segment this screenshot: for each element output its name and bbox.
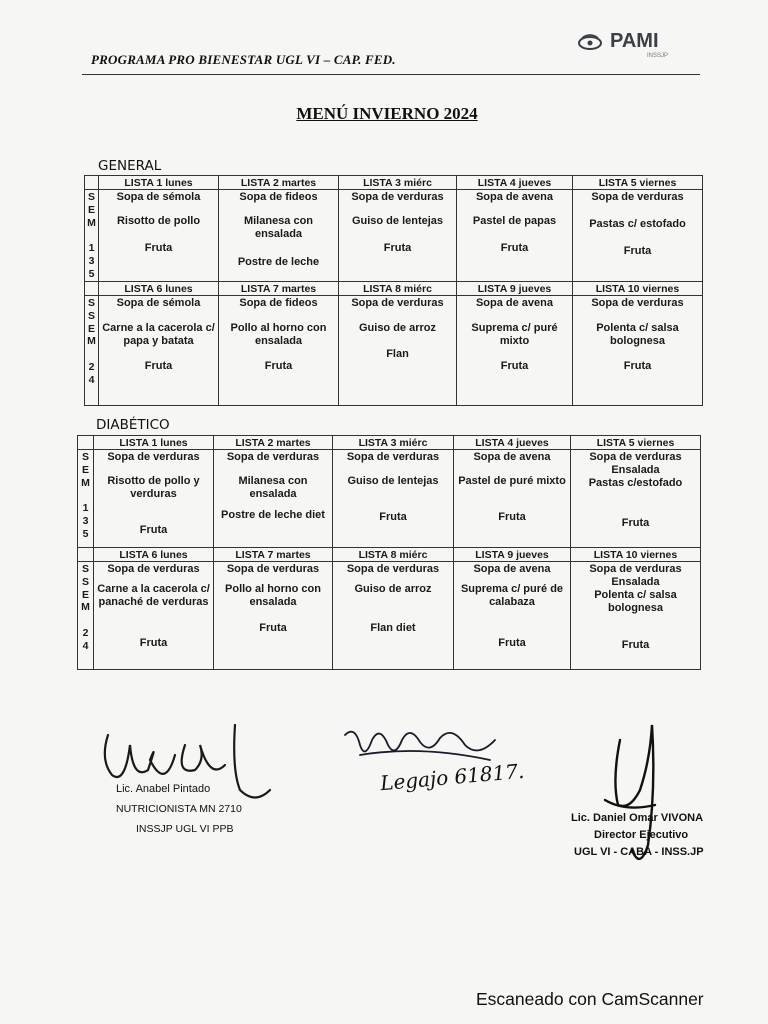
menu-item: Risotto de pollo bbox=[116, 215, 201, 227]
menu-item: Fruta bbox=[621, 517, 650, 529]
menu-cell bbox=[333, 562, 454, 670]
menu-item: Fruta bbox=[623, 360, 652, 372]
sig-left-line-1: Lic. Anabel Pintado bbox=[116, 783, 211, 795]
list-header: LISTA 2 martes bbox=[214, 436, 333, 450]
side-char: M bbox=[81, 601, 90, 614]
list-header: LISTA 6 lunes bbox=[94, 548, 214, 562]
menu-item: Fruta bbox=[139, 524, 168, 536]
side-char: 5 bbox=[82, 527, 89, 540]
side-char: M bbox=[81, 476, 90, 489]
menu-item: Guiso de arroz bbox=[354, 583, 432, 595]
header-corner bbox=[85, 282, 99, 296]
week-side-label bbox=[85, 296, 99, 406]
menu-item: Pastel de puré mixto bbox=[458, 475, 566, 487]
menu-item: Fruta bbox=[139, 637, 168, 649]
week-side-label bbox=[85, 190, 99, 282]
page-title: MENÚ INVIERNO 2024 bbox=[296, 104, 478, 123]
menu-item: Guiso de lentejas bbox=[351, 215, 444, 227]
menu-item: Sopa de avena bbox=[475, 191, 554, 203]
menu-cell bbox=[454, 562, 571, 670]
program-header: PROGRAMA PRO BIENESTAR UGL VI – CAP. FED. bbox=[91, 52, 396, 67]
menu-cell bbox=[573, 296, 703, 406]
menu-item: Fruta bbox=[621, 639, 650, 651]
menu-item: Sopa de verduras bbox=[226, 451, 320, 463]
camscanner-footer: Escaneado con CamScanner bbox=[476, 989, 704, 1009]
menu-item: Postre de leche diet bbox=[221, 509, 325, 521]
menu-item: Sopa de verduras bbox=[589, 563, 682, 575]
sig-right-line-3: UGL VI - CABA - INSS.JP bbox=[574, 846, 704, 858]
menu-item: Ensalada bbox=[611, 464, 660, 476]
side-char: S bbox=[81, 563, 89, 575]
list-header: LISTA 5 viernes bbox=[571, 436, 701, 450]
menu-item: Sopa de verduras bbox=[591, 297, 684, 309]
menu-item: Polenta c/ salsa bolognesa bbox=[594, 589, 677, 614]
menu-cell bbox=[214, 562, 333, 670]
menu-cell bbox=[94, 450, 214, 548]
menu-cell bbox=[219, 296, 339, 406]
menu-item: Pastas c/estofado bbox=[588, 477, 683, 489]
sig-left-line-2: NUTRICIONISTA MN 2710 bbox=[116, 803, 242, 815]
menu-cell bbox=[214, 450, 333, 548]
side-char: E bbox=[81, 463, 89, 476]
menu-item: Fruta bbox=[500, 242, 529, 254]
list-header: LISTA 10 viernes bbox=[571, 548, 701, 562]
menu-item: Pollo al horno con ensalada bbox=[230, 322, 327, 347]
sig-middle-handwritten: Legajo 61817. bbox=[379, 758, 526, 796]
menu-cell bbox=[573, 190, 703, 282]
list-header: LISTA 4 jueves bbox=[457, 176, 573, 190]
menu-item: Milanesa con ensalada bbox=[238, 475, 308, 500]
side-char: 2 bbox=[88, 360, 95, 373]
menu-item: Fruta bbox=[383, 242, 412, 254]
menu-item: Suprema c/ puré mixto bbox=[471, 322, 558, 347]
general-block-2 bbox=[85, 282, 703, 406]
menu-item: Fruta bbox=[498, 637, 526, 649]
menu-item: Polenta c/ salsa bolognesa bbox=[596, 322, 679, 347]
menu-item: Risotto de pollo y verduras bbox=[107, 475, 200, 500]
menu-item: Postre de leche bbox=[237, 256, 320, 268]
menu-item: Flan diet bbox=[370, 622, 416, 634]
menu-cell bbox=[333, 450, 454, 548]
side-char: M bbox=[87, 335, 96, 348]
side-char: E bbox=[87, 322, 95, 335]
menu-cell bbox=[457, 190, 573, 282]
week-side-label bbox=[78, 562, 94, 670]
menu-item: Sopa de sémola bbox=[116, 297, 201, 309]
side-char: 3 bbox=[88, 254, 95, 267]
section-label-diabetico: DIABÉTICO bbox=[96, 417, 170, 433]
side-char: 1 bbox=[88, 242, 95, 255]
menu-cell bbox=[99, 296, 219, 406]
header-corner bbox=[85, 176, 99, 190]
menu-item: Sopa de avena bbox=[473, 563, 551, 575]
side-char: E bbox=[87, 203, 95, 216]
pami-logo-sub: INSSJP bbox=[647, 53, 669, 59]
diabetico-block-2 bbox=[78, 548, 701, 670]
list-header: LISTA 8 miérc bbox=[339, 282, 457, 296]
side-char: 2 bbox=[82, 626, 89, 639]
menu-cell bbox=[339, 190, 457, 282]
menu-item: Suprema c/ puré de calabaza bbox=[460, 583, 564, 608]
side-char: S bbox=[81, 451, 89, 463]
list-header: LISTA 9 jueves bbox=[457, 282, 573, 296]
list-header: LISTA 3 miérc bbox=[333, 436, 454, 450]
menu-item: Sopa de fideos bbox=[239, 191, 318, 203]
list-header: LISTA 10 viernes bbox=[573, 282, 703, 296]
menu-item: Sopa de fideos bbox=[239, 297, 318, 309]
menu-item: Fruta bbox=[264, 360, 293, 372]
pami-logo-text: PAMI bbox=[610, 30, 659, 52]
menu-item: Sopa de avena bbox=[473, 451, 551, 463]
menu-item: Sopa de verduras bbox=[351, 297, 444, 309]
side-char: M bbox=[87, 216, 96, 229]
menu-item: Sopa de verduras bbox=[107, 451, 200, 463]
list-header: LISTA 3 miérc bbox=[339, 176, 457, 190]
menu-item: Fruta bbox=[379, 511, 407, 523]
signature-legajo-icon bbox=[345, 732, 495, 760]
menu-item: Fruta bbox=[144, 360, 173, 372]
side-char: S bbox=[81, 575, 89, 588]
menu-item: Pastel de papas bbox=[472, 215, 557, 227]
side-char: E bbox=[81, 588, 89, 601]
menu-item: Flan bbox=[386, 348, 409, 360]
pami-logo-icon bbox=[577, 32, 607, 52]
side-char: 4 bbox=[88, 373, 95, 386]
list-header: LISTA 6 lunes bbox=[99, 282, 219, 296]
general-block-1 bbox=[85, 176, 703, 282]
menu-item: Ensalada bbox=[611, 576, 660, 588]
side-char: 4 bbox=[82, 639, 89, 652]
list-header: LISTA 4 jueves bbox=[454, 436, 571, 450]
menu-cell bbox=[99, 190, 219, 282]
menu-cell bbox=[457, 296, 573, 406]
menu-item: Milanesa con ensalada bbox=[243, 215, 314, 240]
list-header: LISTA 7 martes bbox=[214, 548, 333, 562]
menu-item: Fruta bbox=[623, 245, 652, 257]
list-header: LISTA 7 martes bbox=[219, 282, 339, 296]
section-label-general: GENERAL bbox=[98, 158, 162, 174]
side-char: S bbox=[87, 309, 95, 322]
diabetico-block-1 bbox=[78, 436, 701, 548]
menu-item: Fruta bbox=[144, 242, 173, 254]
menu-item: Guiso de arroz bbox=[358, 322, 437, 334]
list-header: LISTA 1 lunes bbox=[99, 176, 219, 190]
menu-cell bbox=[94, 562, 214, 670]
menu-item: Sopa de verduras bbox=[589, 451, 682, 463]
menu-cell bbox=[339, 296, 457, 406]
list-header: LISTA 1 lunes bbox=[94, 436, 214, 450]
menu-item: Pastas c/ estofado bbox=[589, 218, 686, 230]
list-header: LISTA 5 viernes bbox=[573, 176, 703, 190]
menu-item: Fruta bbox=[498, 511, 526, 523]
list-header: LISTA 9 jueves bbox=[454, 548, 571, 562]
side-char: 3 bbox=[82, 514, 89, 527]
menu-item: Sopa de sémola bbox=[116, 191, 201, 203]
menu-item: Guiso de lentejas bbox=[347, 475, 439, 487]
list-header: LISTA 8 miérc bbox=[333, 548, 454, 562]
general-menu-table bbox=[84, 175, 703, 406]
sig-right-line-1: Lic. Daniel Omar VIVONA bbox=[571, 812, 704, 824]
header-rule bbox=[82, 74, 700, 75]
menu-cell bbox=[454, 450, 571, 548]
menu-item: Pollo al horno con ensalada bbox=[225, 583, 321, 608]
menu-item: Fruta bbox=[500, 360, 529, 372]
menu-item: Sopa de verduras bbox=[346, 563, 440, 575]
menu-item: Sopa de verduras bbox=[346, 451, 440, 463]
header-corner bbox=[78, 548, 94, 562]
side-char: 5 bbox=[88, 267, 95, 280]
sig-right-line-2: Director Ejecutivo bbox=[594, 829, 689, 841]
menu-item: Sopa de avena bbox=[475, 297, 554, 309]
menu-item: Sopa de verduras bbox=[591, 191, 684, 203]
menu-cell bbox=[571, 562, 701, 670]
sig-left-line-3: INSSJP UGL VI PPB bbox=[136, 823, 234, 835]
menu-cell bbox=[219, 190, 339, 282]
menu-cell bbox=[571, 450, 701, 548]
header-corner bbox=[78, 436, 94, 450]
side-char: S bbox=[87, 297, 95, 309]
menu-item: Fruta bbox=[259, 622, 287, 634]
menu-item: Sopa de verduras bbox=[351, 191, 444, 203]
week-side-label bbox=[78, 450, 94, 548]
menu-item: Carne a la cacerola c/ panaché de verduras bbox=[97, 583, 210, 608]
list-header: LISTA 2 martes bbox=[219, 176, 339, 190]
side-char: 1 bbox=[82, 502, 89, 515]
side-char: S bbox=[87, 191, 95, 203]
diabetico-menu-table bbox=[77, 435, 701, 670]
menu-item: Sopa de verduras bbox=[226, 563, 320, 575]
menu-item: Carne a la cacerola c/ papa y batata bbox=[102, 322, 215, 347]
menu-item: Sopa de verduras bbox=[107, 563, 200, 575]
